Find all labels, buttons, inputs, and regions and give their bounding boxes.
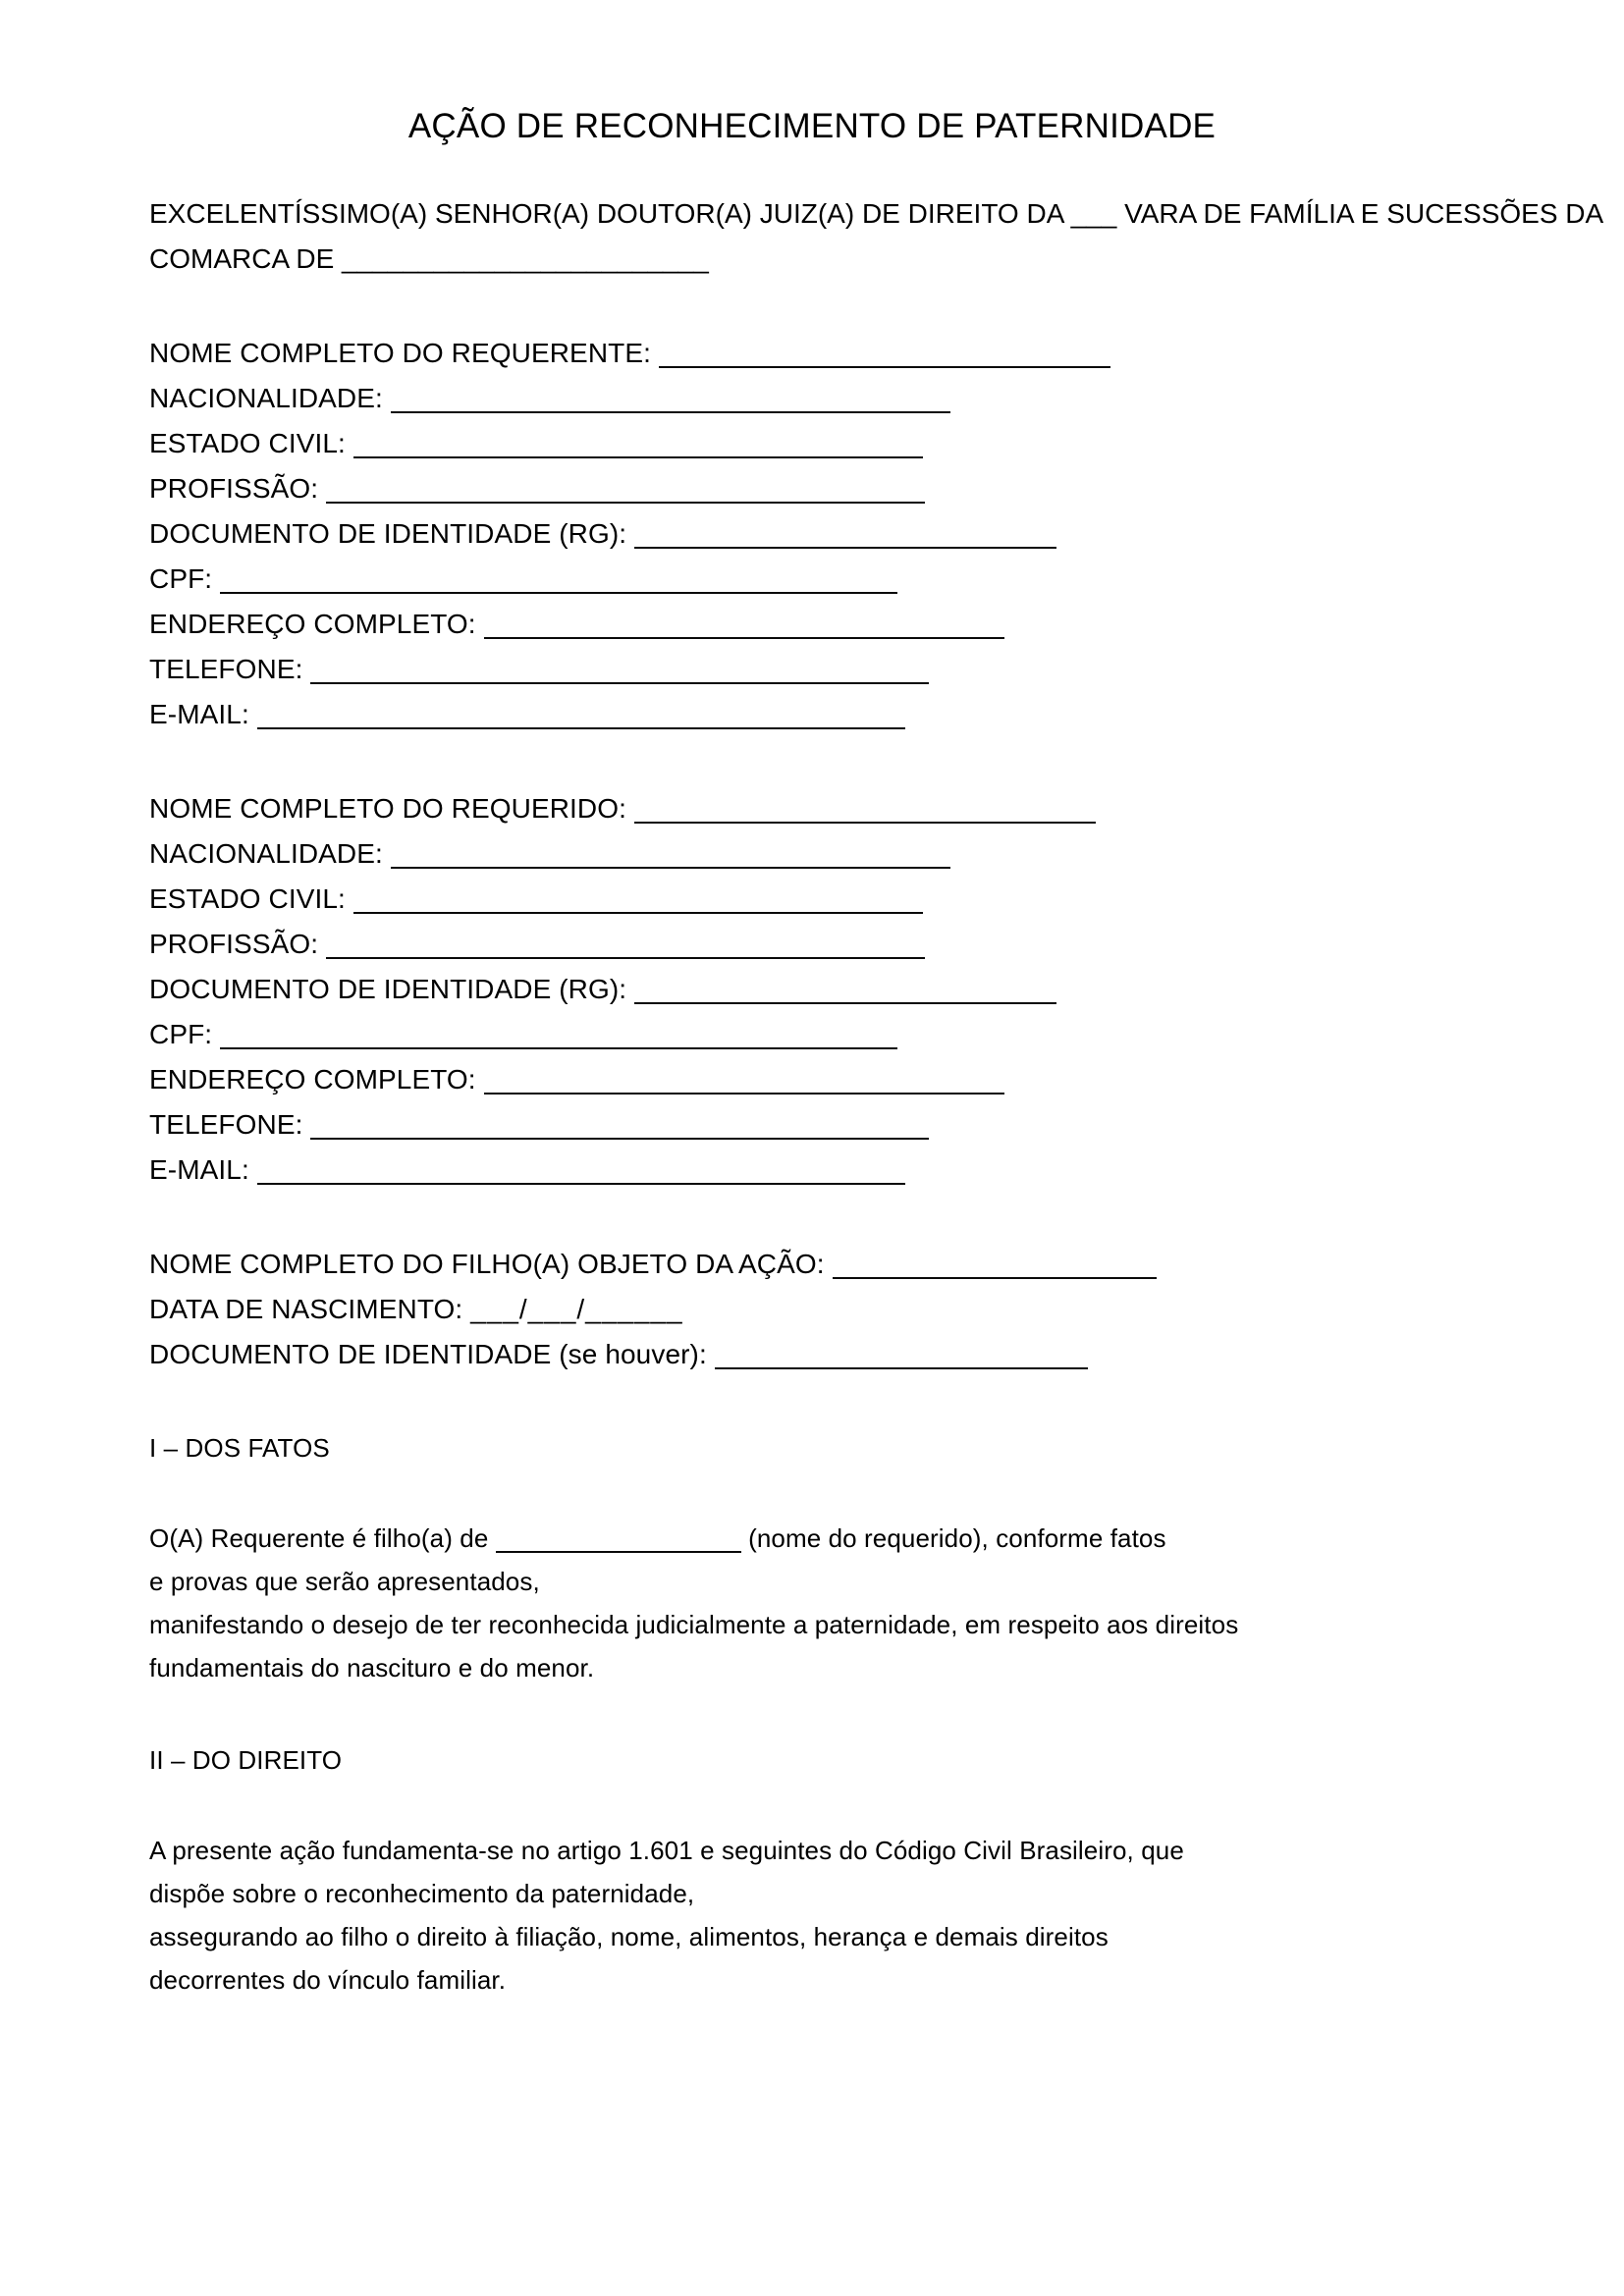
requerido-field-nacionalidade	[149, 831, 1593, 877]
spacer-after-filho	[149, 1377, 1593, 1426]
field-label: ESTADO CIVIL:	[149, 883, 346, 914]
section-heading-ii-do-direito: II – DO DIREITO	[149, 1745, 343, 1775]
section-paragraph-line: A presente ação fundamenta-se no artigo 1.601 e seguintes do Código Civil Brasileiro, que	[149, 1836, 1184, 1865]
spacer-after-requerente	[149, 737, 1593, 786]
spacer-after-heading	[149, 1469, 1593, 1517]
fill-in-blank[interactable]	[391, 392, 950, 413]
requerente-field-nacionalidade	[149, 376, 1593, 421]
requerido-field-cpf	[149, 1012, 1593, 1057]
fill-in-blank[interactable]	[326, 482, 925, 504]
section-paragraph-line: dispõe sobre o reconhecimento da paternidade,	[149, 1879, 695, 1908]
field-label: DOCUMENTO DE IDENTIDADE (RG):	[149, 518, 627, 549]
fill-in-blank[interactable]	[391, 847, 950, 869]
date-blank[interactable]: ___/___/______	[470, 1294, 683, 1324]
fill-in-blank[interactable]	[484, 1073, 1004, 1095]
field-label: PROFISSÃO:	[149, 473, 319, 504]
requerido-field-telefone	[149, 1102, 1593, 1148]
requerido-field-documento-de-identidade-rg	[149, 967, 1593, 1012]
page-title: AÇÃO DE RECONHECIMENTO DE PATERNIDADE	[407, 107, 1217, 145]
fill-in-blank[interactable]	[496, 1531, 741, 1553]
field-label: PROFISSÃO:	[149, 929, 319, 959]
field-label: NOME COMPLETO DO REQUERIDO:	[149, 793, 627, 824]
fill-in-blank[interactable]	[484, 617, 1004, 639]
requerente-field-group	[149, 331, 1593, 737]
field-label: E-MAIL:	[149, 1154, 249, 1185]
fill-in-blank[interactable]	[634, 527, 1056, 549]
section-heading-i-dos-fatos: I – DOS FATOS	[149, 1433, 330, 1463]
field-label: ENDEREÇO COMPLETO:	[149, 609, 476, 639]
requerente-field-endereco-completo	[149, 602, 1593, 647]
field-label: ESTADO CIVIL:	[149, 428, 346, 458]
field-label: E-MAIL:	[149, 699, 249, 729]
field-label: ENDEREÇO COMPLETO:	[149, 1064, 476, 1095]
section-paragraph-line	[149, 1517, 1593, 1560]
requerido-field-estado-civil	[149, 877, 1593, 922]
fill-in-blank[interactable]	[326, 937, 925, 959]
fill-in-blank[interactable]	[634, 802, 1096, 824]
fill-in-blank[interactable]	[257, 708, 905, 729]
court-address-line-1: EXCELENTÍSSIMO(A) SENHOR(A) DOUTOR(A) JUIZ(A) DE DIREITO DA ___ VARA DE FAMÍLIA E SUCESSÕES DA	[149, 198, 1604, 229]
document-body	[149, 191, 1604, 2002]
fill-in-blank[interactable]	[833, 1257, 1157, 1279]
sections-container	[149, 1426, 1593, 2002]
field-label: DATA DE NASCIMENTO:	[149, 1294, 463, 1324]
section-paragraph-line: decorrentes do vínculo familiar.	[149, 1965, 507, 1995]
fill-in-blank[interactable]	[715, 1348, 1088, 1369]
spacer-after-intro	[149, 282, 1593, 331]
field-label: DOCUMENTO DE IDENTIDADE (se houver):	[149, 1339, 707, 1369]
field-label: NACIONALIDADE:	[149, 383, 383, 413]
paragraph-text-before-blank: O(A) Requerente é filho(a) de	[149, 1523, 489, 1553]
filho-field-group	[149, 1242, 1593, 1377]
spacer-after-heading	[149, 1782, 1593, 1829]
requerente-field-nome-completo-do-requerente	[149, 331, 1593, 376]
fill-in-blank[interactable]	[634, 983, 1056, 1004]
fill-in-blank[interactable]	[220, 572, 897, 594]
fill-in-blank[interactable]	[353, 437, 923, 458]
spacer-after-requerido	[149, 1193, 1593, 1242]
paragraph-text-after-blank: (nome do requerido), conforme fatos	[748, 1523, 1166, 1553]
field-label: CPF:	[149, 563, 213, 594]
section-paragraph-line: manifestando o desejo de ter reconhecida judicialmente a paternidade, em respeito aos direitos	[149, 1610, 1239, 1639]
court-address-block	[149, 191, 1604, 282]
field-label: NOME COMPLETO DO FILHO(A) OBJETO DA AÇÃO:	[149, 1249, 825, 1279]
requerido-field-e-mail	[149, 1148, 1593, 1193]
requerido-field-group	[149, 786, 1593, 1193]
fill-in-blank[interactable]	[353, 892, 923, 914]
field-label: CPF:	[149, 1019, 213, 1049]
requerente-field-telefone	[149, 647, 1593, 692]
requerente-field-cpf	[149, 557, 1593, 602]
fill-in-blank[interactable]	[257, 1163, 905, 1185]
filho-field-nome-completo-do-filho-a-objeto-da-acao	[149, 1242, 1593, 1287]
field-label: NOME COMPLETO DO REQUERENTE:	[149, 338, 652, 368]
requerente-field-documento-de-identidade-rg	[149, 511, 1593, 557]
section-paragraph-line: e provas que serão apresentados,	[149, 1567, 540, 1596]
field-label: TELEFONE:	[149, 1109, 303, 1140]
court-address-line-2: COMARCA DE ________________________	[149, 243, 709, 274]
requerido-field-profissao	[149, 922, 1593, 967]
field-label: NACIONALIDADE:	[149, 838, 383, 869]
requerido-field-nome-completo-do-requerido	[149, 786, 1593, 831]
field-label: TELEFONE:	[149, 654, 303, 684]
filho-field-data-de-nascimento	[149, 1287, 1593, 1332]
requerido-field-endereco-completo	[149, 1057, 1593, 1102]
fill-in-blank[interactable]	[220, 1028, 897, 1049]
requerente-field-profissao	[149, 466, 1593, 511]
fill-in-blank[interactable]	[310, 663, 929, 684]
section-paragraph-line: fundamentais do nascituro e do menor.	[149, 1653, 595, 1682]
filho-field-documento-de-identidade-se-houver	[149, 1332, 1593, 1377]
requerente-field-estado-civil	[149, 421, 1593, 466]
field-label: DOCUMENTO DE IDENTIDADE (RG):	[149, 974, 627, 1004]
fill-in-blank[interactable]	[310, 1118, 929, 1140]
spacer-between-sections	[149, 1689, 1593, 1738]
fill-in-blank[interactable]	[659, 347, 1110, 368]
section-paragraph-line: assegurando ao filho o direito à filiação, nome, alimentos, herança e demais direitos	[149, 1922, 1109, 1951]
requerente-field-e-mail	[149, 692, 1593, 737]
